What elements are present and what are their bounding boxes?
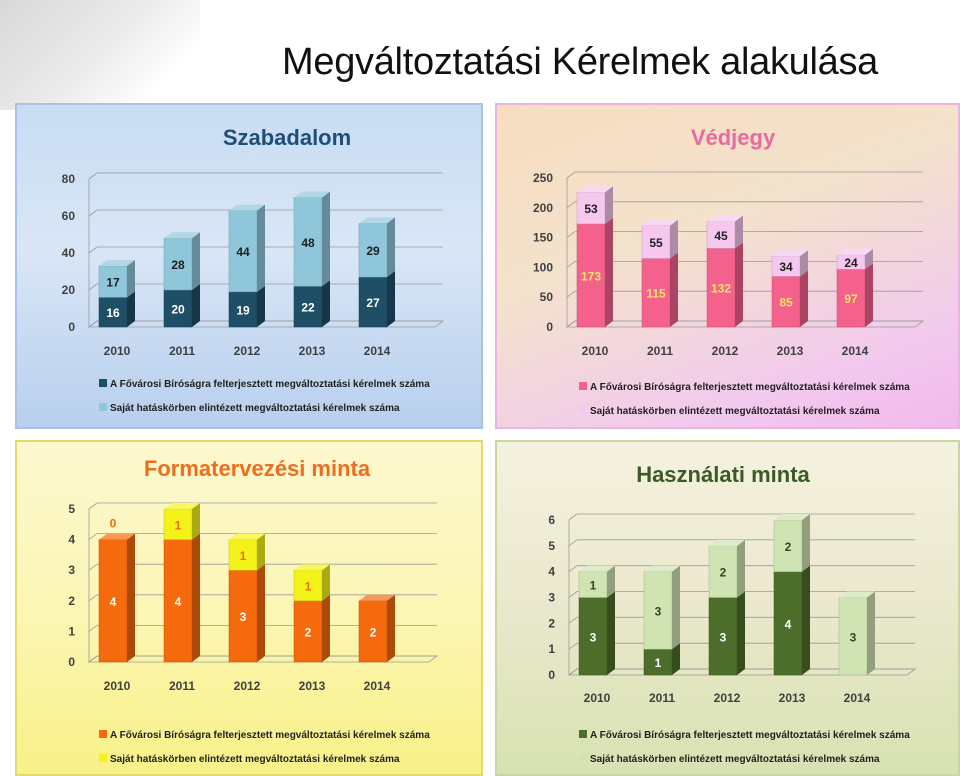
bar-side (257, 204, 265, 291)
data-label: 44 (236, 245, 250, 260)
data-label: 132 (710, 281, 732, 296)
chart-vedjegy (497, 105, 960, 429)
bar-side (737, 540, 745, 598)
y-tick-label: 80 (61, 172, 75, 186)
bar-side (605, 218, 613, 327)
x-tick-label: 2012 (233, 679, 261, 693)
data-label: 2 (369, 625, 377, 640)
y-tick-label: 0 (68, 320, 75, 334)
gridline-side (567, 202, 575, 208)
data-label: 53 (584, 202, 598, 217)
bar-side (867, 592, 875, 676)
legend-label: Saját hatáskörben elintézett megváltoztatási kérelmek száma (590, 406, 880, 417)
gridline-side (569, 617, 577, 623)
data-label: 1 (174, 518, 182, 533)
gridline-side (89, 247, 97, 253)
bar-side (387, 271, 395, 327)
legend-label: A Fővárosi Bíróságra felterjesztett megváltoztatási kérelmek száma (590, 382, 910, 393)
legend-label: A Fővárosi Bíróságra felterjesztett megváltoztatási kérelmek száma (590, 730, 910, 741)
bar-side (127, 260, 135, 297)
data-label: 2 (719, 565, 727, 580)
x-tick-label: 2013 (776, 344, 804, 358)
x-tick-label: 2014 (843, 691, 871, 705)
chart-title: Formatervezési minta (143, 456, 371, 481)
gridline-side (89, 284, 97, 290)
x-tick-label: 2013 (298, 344, 326, 358)
data-label: 85 (779, 295, 793, 310)
y-tick-label: 3 (68, 563, 75, 578)
chart-szabadalom (17, 105, 483, 429)
data-label: 20 (171, 302, 185, 317)
bar-side (802, 514, 810, 572)
x-tick-label: 2011 (168, 344, 196, 358)
y-tick-label: 0 (548, 668, 555, 682)
data-label: 1 (239, 548, 247, 563)
bar-side (192, 284, 200, 327)
legend-label: A Fővárosi Bíróságra felterjesztett megváltoztatási kérelmek száma (110, 730, 430, 741)
y-tick-label: 5 (548, 538, 555, 553)
chart-panel-formatervezesi-minta (15, 440, 483, 776)
gridline-side (567, 232, 575, 238)
legend-swatch (579, 730, 587, 738)
gridline-side (89, 210, 97, 216)
legend-swatch (99, 379, 107, 387)
x-tick-label: 2011 (646, 344, 674, 358)
y-tick-label: 150 (532, 230, 553, 245)
y-tick-label: 2 (68, 593, 75, 608)
background-corner-shade (0, 0, 200, 110)
y-tick-label: 200 (532, 200, 553, 215)
chart-title: Használati minta (636, 462, 810, 487)
x-tick-label: 2012 (713, 691, 741, 705)
gridline-side (89, 625, 97, 631)
x-tick-label: 2010 (581, 344, 609, 358)
bar-side (670, 220, 678, 259)
bar-side (670, 252, 678, 327)
data-label: 0 (109, 516, 117, 531)
bar-side (800, 270, 808, 327)
data-label: 2 (784, 539, 792, 554)
data-label: 27 (366, 296, 380, 311)
y-tick-label: 50 (539, 290, 553, 305)
bar-side (192, 503, 200, 540)
data-label: 29 (366, 244, 380, 259)
page-title: Megváltoztatási Kérelmek alakulása (282, 41, 878, 83)
y-tick-label: 250 (532, 171, 553, 185)
gridline-side (569, 643, 577, 649)
x-tick-label: 2014 (363, 344, 391, 358)
x-tick-label: 2010 (103, 344, 131, 358)
data-label: 17 (106, 275, 120, 290)
bar-side (387, 217, 395, 277)
data-label: 55 (649, 236, 663, 251)
data-label: 3 (589, 630, 597, 645)
bar-side (257, 534, 265, 571)
data-label: 115 (646, 286, 666, 301)
data-label: 4 (174, 594, 182, 609)
data-label: 24 (844, 256, 858, 271)
chart-panel-hasznalati-minta (495, 440, 960, 776)
y-tick-label: 60 (61, 209, 75, 223)
bar-side (607, 592, 615, 676)
y-tick-label: 100 (532, 260, 553, 275)
bar-side (127, 534, 135, 662)
y-tick-label: 2 (548, 616, 555, 631)
data-label: 97 (844, 292, 858, 307)
gridline-side (567, 172, 575, 178)
gridline-side (569, 514, 577, 520)
data-label: 4 (109, 594, 117, 609)
x-tick-label: 2013 (778, 691, 806, 705)
gridline-side (567, 261, 575, 267)
data-label: 48 (301, 235, 315, 250)
bar-side (322, 280, 330, 327)
bar-side (802, 566, 810, 675)
x-tick-label: 2012 (711, 344, 739, 358)
legend-swatch (579, 382, 587, 390)
legend-label: A Fővárosi Bíróságra felterjesztett megváltoztatási kérelmek száma (110, 379, 430, 390)
data-label: 1 (654, 656, 662, 671)
x-tick-label: 2011 (168, 679, 196, 693)
gridline-side (89, 534, 97, 540)
bar-side (322, 564, 330, 601)
gridline-side (569, 566, 577, 572)
data-label: 3 (849, 630, 857, 645)
bar-side (257, 564, 265, 662)
data-label: 45 (714, 228, 728, 243)
bar-side (322, 192, 330, 287)
bar-side (192, 232, 200, 290)
y-tick-label: 20 (61, 283, 75, 297)
x-tick-label: 2010 (583, 691, 611, 705)
bar-side (605, 186, 613, 224)
y-tick-label: 0 (546, 320, 553, 334)
legend-swatch (99, 754, 107, 762)
data-label: 28 (171, 258, 185, 273)
chart-title: Szabadalom (222, 125, 352, 150)
x-tick-label: 2013 (298, 679, 326, 693)
data-label: 4 (784, 617, 792, 632)
x-tick-label: 2012 (233, 344, 261, 358)
bar-side (387, 595, 395, 662)
legend-swatch (99, 403, 107, 411)
chart-hasznalati-minta (497, 442, 960, 776)
bar-side (322, 595, 330, 662)
gridline-side (567, 291, 575, 297)
legend-label: Saját hatáskörben elintézett megváltoztatási kérelmek száma (110, 754, 400, 765)
data-label: 173 (580, 269, 602, 284)
data-label: 16 (106, 306, 120, 321)
bar-side (735, 242, 743, 327)
bar-side (737, 592, 745, 676)
data-label: 3 (654, 604, 662, 619)
chart-formatervezesi-minta (17, 442, 483, 776)
gridline-side (89, 564, 97, 570)
data-label: 1 (589, 578, 597, 593)
x-tick-label: 2011 (648, 691, 676, 705)
gridline-side (89, 503, 97, 509)
y-tick-label: 4 (548, 564, 555, 579)
y-tick-label: 5 (68, 502, 75, 516)
y-tick-label: 0 (68, 655, 75, 669)
legend-label: Saját hatáskörben elintézett megváltoztatási kérelmek száma (590, 754, 880, 765)
chart-title: Védjegy (690, 125, 776, 150)
y-tick-label: 4 (68, 532, 75, 547)
chart-panel-szabadalom (15, 103, 483, 429)
x-tick-label: 2014 (841, 344, 869, 358)
legend-swatch (579, 406, 587, 414)
data-label: 19 (236, 303, 250, 318)
y-tick-label: 3 (548, 590, 555, 605)
data-label: 22 (301, 300, 315, 315)
bar-side (865, 263, 873, 327)
chart-panel-vedjegy (495, 103, 960, 429)
bar-side (127, 291, 135, 327)
legend-swatch (99, 730, 107, 738)
data-label: 1 (304, 579, 312, 594)
bar-side (192, 534, 200, 662)
bar-side (672, 566, 680, 650)
legend-swatch (579, 754, 587, 762)
y-tick-label: 1 (548, 642, 555, 657)
data-label: 3 (719, 630, 727, 645)
y-tick-label: 1 (68, 624, 75, 639)
x-tick-label: 2014 (363, 679, 391, 693)
data-label: 2 (304, 625, 312, 640)
data-label: 34 (779, 260, 793, 275)
y-tick-label: 6 (548, 513, 555, 527)
gridline-side (569, 592, 577, 598)
data-label: 3 (239, 610, 247, 625)
gridline-side (89, 595, 97, 601)
bar-side (257, 286, 265, 327)
gridline-side (569, 540, 577, 546)
x-tick-label: 2010 (103, 679, 131, 693)
legend-label: Saját hatáskörben elintézett megváltoztatási kérelmek száma (110, 403, 400, 414)
gridline-side (89, 173, 97, 179)
y-tick-label: 40 (61, 246, 75, 260)
